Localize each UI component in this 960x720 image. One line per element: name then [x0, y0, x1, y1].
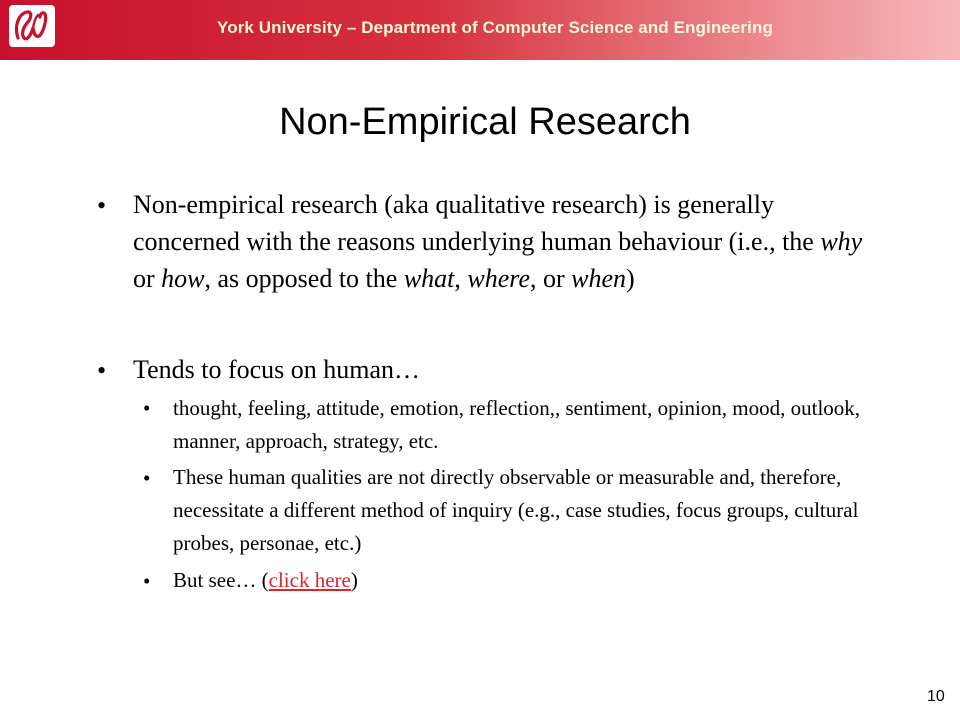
header-title: York University – Department of Computer Science and Engineering — [217, 18, 773, 37]
sub-bullet-2: These human qualities are not directly observable or measurable and, therefore, necessitate a different method of inquiry (e.g., case studies, focus groups, cultural probes, personae, etc.) — [173, 465, 859, 555]
bullet-marker: • — [97, 356, 107, 385]
click-here-link[interactable]: click here — [268, 568, 351, 592]
page-number: 10 — [927, 688, 945, 705]
sub-bullet-3: But see… (click here) — [173, 568, 358, 592]
header-bar — [0, 0, 960, 60]
bullet-marker: • — [97, 191, 107, 220]
bullet-point-1: Non-empirical research (aka qualitative research) is generally concerned with the reasons underlying human behaviour (i.e., the why or how, as opposed to the what, where, or when) — [133, 190, 863, 293]
sub-bullet-marker: • — [143, 396, 151, 420]
bullet-point-2: Tends to focus on human… — [133, 355, 421, 384]
sub-bullet-marker: • — [143, 466, 151, 490]
sub-bullet-marker: • — [143, 569, 151, 593]
sub-bullet-1: thought, feeling, attitude, emotion, reflection,, sentiment, opinion, mood, outlook, manner, approach, strategy, etc. — [173, 396, 861, 453]
slide-title: Non-Empirical Research — [279, 101, 691, 143]
